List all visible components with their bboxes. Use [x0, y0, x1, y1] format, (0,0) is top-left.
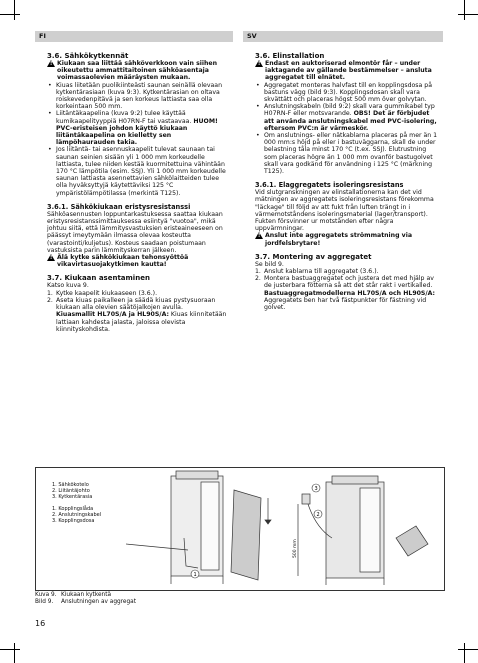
subsection-title: 3.6.1. Sähkökiukaan eristysresistanssi — [47, 202, 191, 211]
list-item-text: Anslut kablarna till aggregatet (3.6.). — [264, 268, 379, 276]
warning-text: Älä kytke sähkökiukaan tehonsyöttöä vikavirtasuojakytkimen kautta! — [57, 254, 189, 269]
subsection-title: 3.6.1. Elaggregatets isoleringsresistans — [255, 181, 404, 190]
callout-number: 3 — [314, 486, 318, 492]
list-item: • Aggregatet monteras halvfast till en kopplingsdosa på bastuns vägg (bild 9:3). Kopplingsdosan skall vara skvättätt och placeras högst 500 mm över golvytan. — [264, 82, 441, 104]
paragraph: Vid slutgranskningen av elinstallationerna kan det vid mätningen av aggregatets isoleringsresistans förekomma "läckage" till följd av att fukt från luften trängt in i värmemotståndens isoleringsmaterial (lager/transport). Fukten försvinner ur motstånden efter några uppvärmningar. — [255, 189, 434, 233]
cover-panel — [231, 490, 261, 580]
warning-note — [47, 60, 229, 82]
list-item-text: Anslutningskabeln (bild 9:2) skall vara gummikabel typ H07RN-F eller motsvarande. — [264, 103, 435, 118]
crop-mark — [0, 649, 20, 650]
section-title: 3.6. Elinstallation — [255, 52, 325, 60]
warning-text: Endast en auktoriserad elmontör får – under iaktagande av gällande bestämmelser – ansluta aggregatet till elnätet. — [265, 60, 432, 82]
heater-top — [176, 471, 218, 479]
junction-box — [302, 494, 310, 504]
heater-side-panel — [201, 482, 219, 570]
warning-note — [255, 232, 441, 246]
crop-mark — [14, 643, 15, 663]
language-label-fi: FI — [39, 32, 46, 40]
list-item: 1. Anslut kablarna till aggregatet (3.6.). — [255, 268, 379, 276]
warning-note — [47, 254, 229, 268]
model-note-bold: Bastuaggregatmodellerna HL70S/A och HL90S/A: — [264, 289, 436, 297]
warning-icon — [255, 232, 263, 239]
list-item-text: Liitäntäkaapelina (kuva 9:2) tulee käyttää kumikaapelityyppiä H07RN-F tai vastaavaa. — [56, 110, 192, 125]
legend-item: 3. Kytkentärasia — [52, 494, 93, 500]
caption-label: Kuva 9. — [35, 592, 57, 598]
language-bar-sv — [243, 31, 443, 42]
model-note: Aggregatets ben har två fästpunkter för fästning vid golvet. — [264, 296, 427, 312]
arrow-head — [265, 520, 271, 524]
caption-text: Kiukaan kytkentä — [61, 592, 112, 598]
legend-item: 2. Anslutningskabel — [52, 512, 102, 518]
section-title: 3.6. Sähkökytkennät — [47, 52, 129, 60]
numbered-list — [47, 290, 229, 333]
legend-item: 2. Liitäntäjohto — [52, 488, 90, 494]
figure-9 — [35, 467, 445, 591]
installation-illustration — [36, 468, 444, 590]
list-item: 2. Montera bastuaggregatet och justera det med hjälp av de justerbara fötterna så att det står rakt i vertikalled. Bastuaggregatmodellerna HL70S/A och HL90S/A: Aggregatets ben har två fästpunkter för fästning vid golvet. — [255, 275, 436, 312]
dimension-label: 500 mm — [293, 539, 298, 558]
crop-mark — [464, 0, 465, 20]
list-item-text: Montera bastuaggregatet och justera det med hjälp av de justerbara fötterna så att det står rakt i vertikalled. — [264, 275, 434, 290]
heater-side-panel — [360, 488, 380, 572]
crop-mark — [464, 643, 465, 663]
model-note-bold: Kiuasmallit HL70S/A ja HL90S/A: — [56, 311, 169, 319]
warning-icon — [255, 60, 263, 67]
legend-item: 1. Sähkökotelo — [52, 482, 89, 488]
warning-text: Anslut inte aggregatets strömmatning via jordfelsbrytare! — [265, 232, 412, 247]
warning-icon — [47, 60, 55, 67]
bullet-list — [255, 82, 441, 176]
list-item: • Om anslutnings- eller nätkablarna placeras på mer än 1 000 mm:s höjd på eller i bastuväggarna, skall de under belastning tåla minst 170 °C (t.ex. SSJ). Elutrustning som placeras högre än 1 000 mm ovanför bastugolvet skall vara godkänd för användning i 125 °C (märkning T125). — [264, 132, 441, 175]
list-item: 1. Kytke kaapelit kiukaaseen (3.6.). — [47, 289, 158, 297]
caption-label: Bild 9. — [35, 599, 54, 605]
legend-item: 1. Kopplingslåda — [52, 506, 94, 512]
warning-icon — [47, 254, 55, 261]
list-item: 2. Aseta kiuas paikalleen ja säädä kiuas pystysuoraan kiukaan alla olevien säätöjalkojen avulla. Kiuasmallit HL70S/A ja HL90S/A: Kiuas kiinnitetään lattiaan kahdesta jalasta, jaloissa olevista kiinnityskohdista. — [47, 296, 227, 333]
figure-caption-fi — [35, 592, 111, 599]
model-note: Kiuas kiinnitetään lattiaan kahdesta jalasta, jaloissa olevista kiinnityskohdista. — [56, 311, 227, 333]
warning-text: Kiukaan saa liittää sähköverkkoon vain siihen oikeutettu ammattitaitoinen sähköasentaja voimassaolevien määräysten mukaan. — [57, 60, 218, 82]
figure-caption-sv — [35, 599, 136, 606]
list-item-text: Aseta kiuas paikalleen ja säädä kiuas pystysuoraan kiukaan alla olevien säätöjalkojen avulla. — [56, 296, 216, 312]
section-title: 3.7. Kiukaan asentaminen — [47, 274, 150, 283]
paragraph: Sähköasennusten loppuntarkastuksessa saattaa kiukaan eristysresistanssimittauksessa esiintyä "vuotoa", mikä johtuu siitä, että lämmitysvastuksien eristeaineeseen on päässyt imeytymään ilmassa olevaa kosteutta (varastointi/kuljetus). Kosteus saadaan poistumaan vastuksista parin lämmityskerran jälkeen. — [47, 210, 223, 254]
paragraph: Katso kuva 9. — [47, 282, 89, 290]
list-item-bold: OBS! Det är förbjudet att använda anslutningskabel med PVC-isolering, eftersom PVC:n är värmeskör. — [264, 110, 437, 132]
heater-top — [332, 476, 378, 484]
callout-number: 1 — [193, 572, 197, 578]
list-item — [56, 110, 229, 146]
column-sv — [255, 52, 441, 311]
cover-panel — [396, 526, 428, 556]
column-fi — [47, 52, 229, 333]
list-item: • Jos liitäntä- tai asennuskaapelit tulevat saunaan tai saunan seinien sisään yli 1 000 mm korkeudelle lattiasta, tulee niiden kestää kuormitettuina vähintään 170 °C lämpötila (esim. SSJ). Yli 1 000 mm korkeudelle saunan lattiasta asennettavien sähkölaitteiden tulee olla hyväksyttyjä käytettäviksi 125 °C ympäristölämpötilassa (merkintä T125). — [56, 146, 229, 196]
legend-item: 3. Kopplingsdosa — [52, 518, 95, 524]
section-title: 3.7. Montering av aggregatet — [255, 252, 372, 261]
list-item: • Kiuas liitetään puolikiinteästi saunan seinällä olevaan kytkentärasiaan (kuva 9:3). Kytkentärasian on oltava roiskevedenpitävä ja sen korkeus lattiasta saa olla korkeintaan 500 mm. — [56, 82, 229, 111]
language-bar-fi — [35, 31, 233, 42]
list-item-bold: HUOM! PVC-eristeisen johdon käyttö kiukaan liitäntäkaapelina on kielletty sen lämpöhaurauden takia. — [56, 117, 218, 147]
bullet-list — [47, 82, 229, 197]
crop-mark — [0, 14, 20, 15]
language-label-sv: SV — [247, 32, 257, 40]
list-item — [264, 103, 441, 132]
caption-text: Anslutningen av aggregat — [61, 599, 137, 605]
numbered-list — [255, 268, 441, 311]
callout-number: 2 — [316, 512, 320, 518]
crop-mark — [458, 649, 478, 650]
paragraph: Se bild 9. — [255, 260, 284, 268]
page-number: 16 — [35, 619, 46, 628]
crop-mark — [458, 14, 478, 15]
list-item-text: Kytke kaapelit kiukaaseen (3.6.). — [56, 289, 158, 297]
warning-note — [255, 60, 441, 82]
crop-mark — [14, 0, 15, 20]
